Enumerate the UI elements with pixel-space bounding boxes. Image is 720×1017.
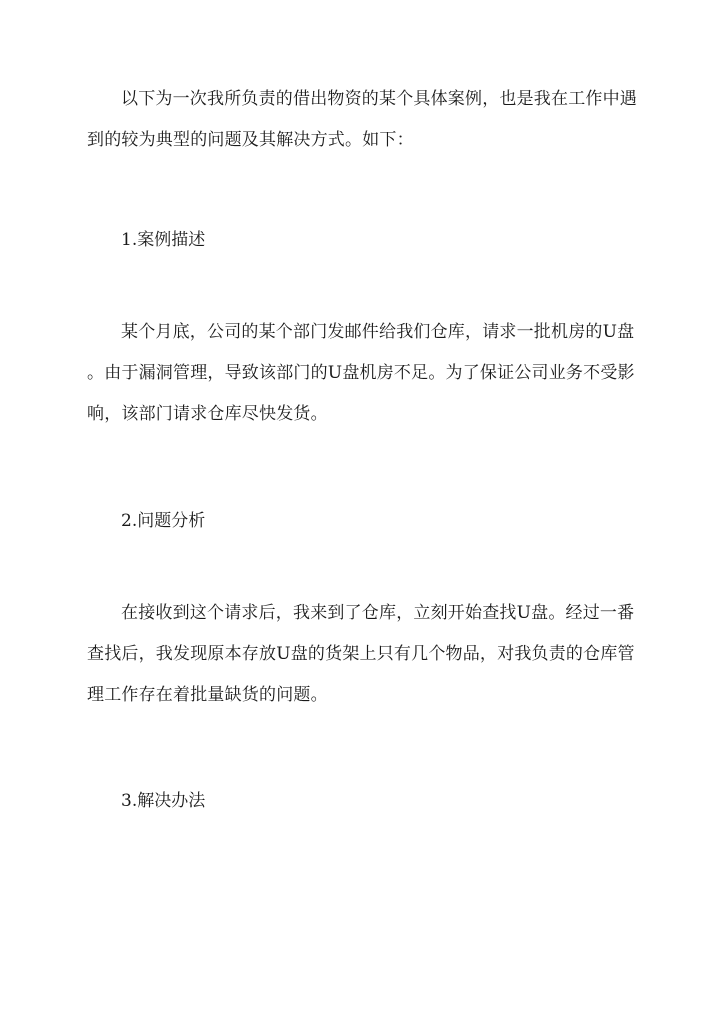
- paragraph-line: 理工作存在着批量缺货的问题。: [87, 685, 328, 705]
- intro-paragraph: [87, 79, 637, 161]
- paragraph-line: 在接收到这个请求后，我来到了仓库，立刻开始查找U盘。经过一番: [121, 603, 635, 623]
- paragraph-line: 响，该部门请求仓库尽快发货。: [87, 404, 328, 424]
- section-heading-solution: 3.解决办法: [121, 791, 206, 811]
- case-description-paragraph: [87, 312, 633, 435]
- problem-analysis-paragraph: [87, 593, 633, 716]
- intro-line: 到的较为典型的问题及其解决方式。如下：: [87, 130, 414, 150]
- paragraph-line: 。由于漏洞管理，导致该部门的U盘机房不足。为了保证公司业务不受影: [87, 363, 635, 383]
- section-heading-case-description: 1.案例描述: [121, 230, 206, 250]
- intro-line: 以下为一次我所负责的借出物资的某个具体案例，也是我在工作中遇: [121, 89, 637, 109]
- paragraph-line: 某个月底，公司的某个部门发邮件给我们仓库，请求一批机房的U盘: [121, 322, 635, 342]
- section-heading-problem-analysis: 2.问题分析: [121, 511, 206, 531]
- paragraph-line: 查找后，我发现原本存放U盘的货架上只有几个物品，对我负责的仓库管: [87, 644, 635, 664]
